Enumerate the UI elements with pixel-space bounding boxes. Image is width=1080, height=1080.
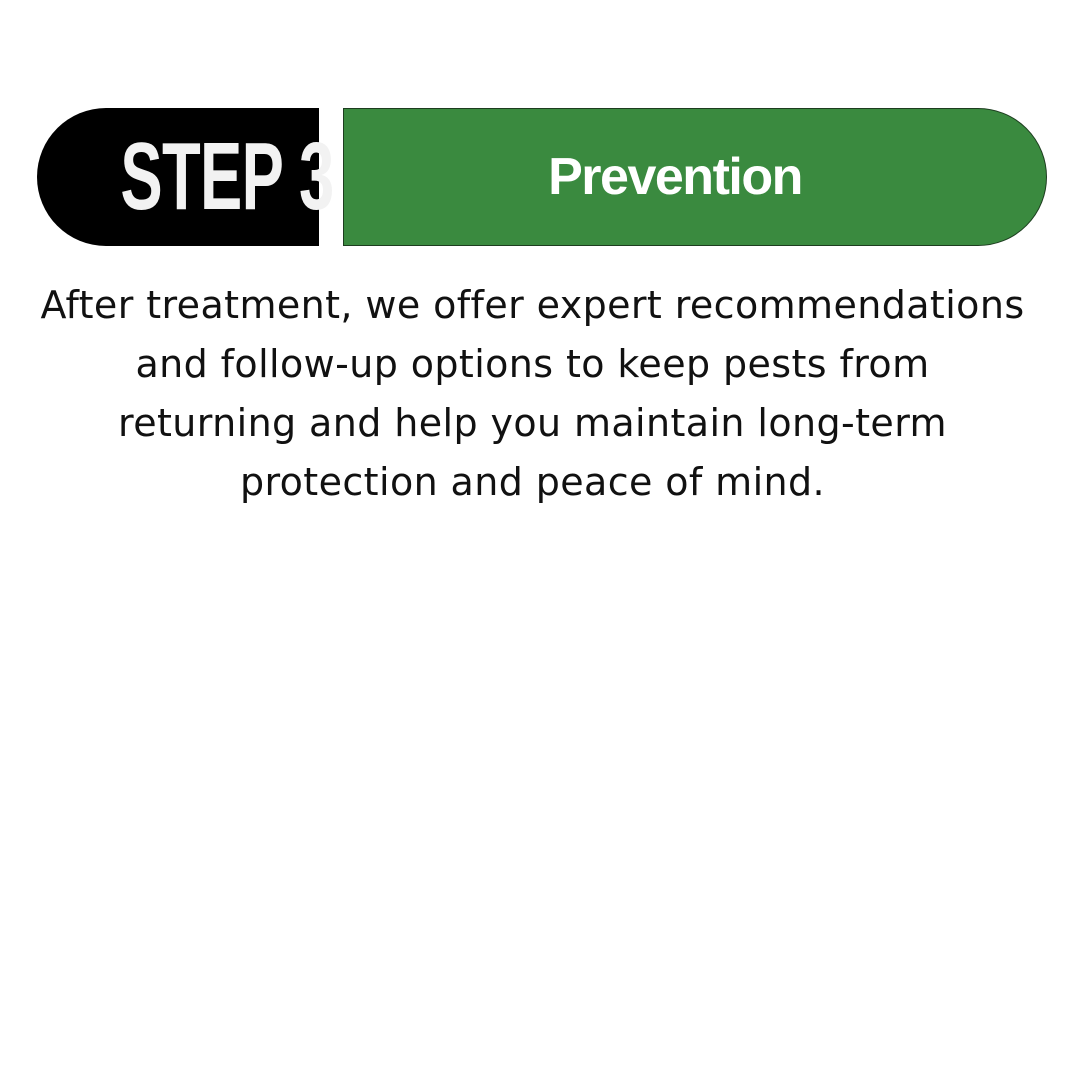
- step-title: Prevention: [548, 148, 802, 206]
- step-description: After treatment, we offer expert recommendations and follow-up options to keep pests from returning and help you maintain long-term protection and peace of mind.: [40, 283, 1025, 504]
- step-badge: [37, 108, 334, 246]
- title-pill: [343, 108, 1047, 246]
- step-label: STEP 3: [120, 123, 334, 230]
